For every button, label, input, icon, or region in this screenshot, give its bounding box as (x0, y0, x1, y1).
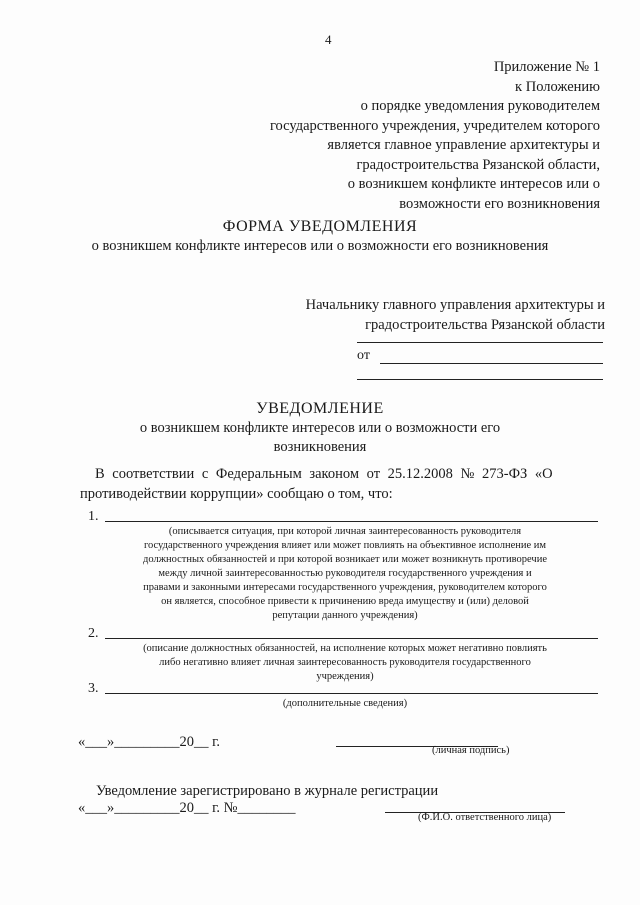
item-1-hint: (описывается ситуация, при которой личная заинтересованность руководителя государственного учреждения влияет или может повлиять на объективное исполнение им должностных обязанностей и при которой возникает или может возникнуть противоречие между личной заинтересованностью руководителя государственного учреждения и правами и законными интересами государственного учреждения, руководителем которого он является, способное привести к причинению вреда имуществу и (или) деловой репутации данного учреждения) (143, 526, 547, 621)
appendix-line: Приложение № 1 (493, 59, 600, 75)
registration-date-line: «___»_________20__ г. №________ (78, 800, 296, 816)
from-blank-line-2 (357, 379, 603, 380)
item-3-line (105, 693, 598, 694)
item-1-line (105, 521, 598, 522)
addressee-block (245, 296, 605, 335)
appendix-line: о возникшем конфликте интересов или о (347, 176, 600, 192)
addressee-blank-line (357, 342, 603, 343)
item-2-hint: (описание должностных обязанностей, на исполнение которых может негативно повлиять либо негативно влияет личная заинтересованность руководителя государственного учреждения) (143, 643, 547, 682)
addressee-line: градостроительства Рязанской области (365, 316, 605, 333)
intro-line-1: В соответствии с Федеральным законом от 25.12.2008 № 273-ФЗ «О (95, 466, 553, 482)
addressee-line: Начальнику главного управления архитектуры и (305, 297, 605, 313)
item-3-number: 3. (88, 681, 99, 696)
appendix-block (240, 58, 600, 214)
item-1-number: 1. (88, 509, 99, 524)
form-subtitle: о возникшем конфликте интересов или о возможности его возникновения (91, 238, 549, 254)
appendix-line: возможности его возникновения (399, 195, 600, 212)
from-blank-line (380, 363, 603, 364)
appendix-line: к Положению (515, 78, 600, 95)
intro-line-2: противодействии коррупции» сообщаю о том, что: (80, 486, 393, 502)
notice-title: УВЕДОМЛЕНИЕ (256, 400, 384, 417)
appendix-line: является главное управление архитектуры и (327, 137, 600, 153)
item-2-number: 2. (88, 626, 99, 641)
page-number: 4 (325, 32, 332, 47)
registration-text: Уведомление зарегистрировано в журнале регистрации (96, 783, 439, 799)
item-2-line (105, 638, 598, 639)
notice-subtitle: о возникшем конфликте интересов или о возможности его возникновения (139, 420, 501, 455)
form-title: ФОРМА УВЕДОМЛЕНИЯ (222, 218, 418, 235)
date-line: «___»_________20__ г. (78, 734, 221, 750)
appendix-line: о порядке уведомления руководителем (360, 98, 600, 114)
from-label: от (357, 348, 370, 363)
signature-hint: (личная подпись) (432, 745, 510, 756)
appendix-line: градостроительства Рязанской области, (356, 156, 600, 173)
appendix-line: государственного учреждения, учредителем которого (269, 117, 600, 134)
fio-hint: (Ф.И.О. ответственного лица) (418, 812, 552, 823)
item-3-hint: (дополнительные сведения) (282, 698, 408, 709)
